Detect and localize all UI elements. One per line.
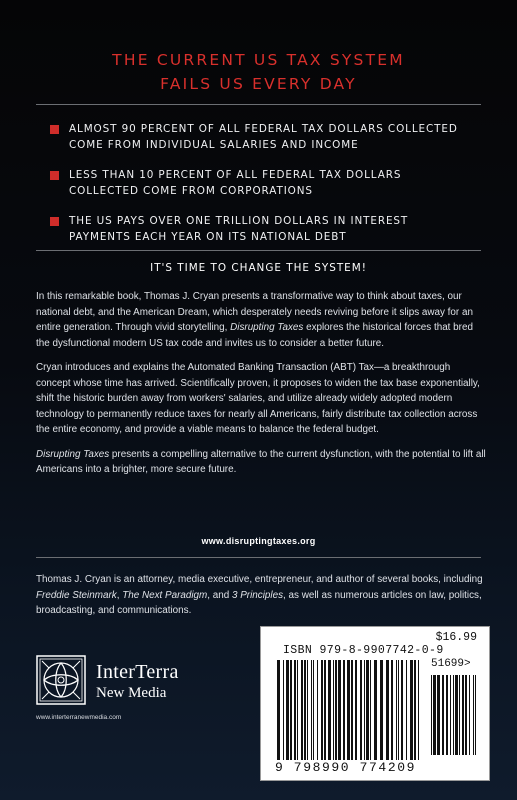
author-bio: Thomas J. Cryan is an attorney, media executive, entrepreneur, and author of several books, including Freddie Steinmark, The Next Paradigm, and 3 Principles, as well as numerous articles on law, politics, broadcasting, and communications. — [36, 574, 483, 616]
red-square-bullet-icon — [50, 125, 59, 134]
barcode-bar — [450, 675, 451, 755]
book-title: Freddie Steinmark — [36, 589, 117, 601]
bullet-text-line: COLLECTED COME FROM CORPORATIONS — [69, 185, 313, 197]
barcode-bar — [301, 660, 303, 760]
price-label: $16.99 — [435, 631, 477, 644]
description — [36, 289, 486, 487]
publisher-url[interactable]: www.interterranewmedia.com — [36, 714, 122, 721]
publisher-name — [96, 662, 179, 704]
barcode-bar — [328, 660, 331, 760]
supplement-digits: 51699> — [431, 658, 471, 670]
barcode-bar — [465, 675, 467, 755]
barcode-bar — [401, 660, 403, 760]
red-square-bullet-icon — [50, 217, 59, 226]
barcode-bar — [398, 660, 399, 760]
barcode-bar — [459, 675, 460, 755]
paragraph-1: In this remarkable book, Thomas J. Cryan presents a transformative way to think about taxes, our national debt, and the American Dream, which desperately needs reviving before it slips away for an entire generation. Through vivid storytelling, Disrupting Taxes explores the historical forces that bred the dysfunctional modern US tax code and invites us to consider a better future. — [36, 291, 473, 349]
book-title: The Next Paradigm — [122, 589, 208, 601]
book-title: Disrupting Taxes — [36, 448, 110, 460]
book-title: Disrupting Taxes — [230, 322, 304, 333]
red-square-bullet-icon — [50, 171, 59, 180]
barcode-bar — [277, 660, 280, 760]
barcode-bar — [446, 675, 448, 755]
barcode-bar — [355, 660, 357, 760]
barcode-bar — [418, 660, 419, 760]
barcode-bar — [442, 675, 444, 755]
bullet-text-line: COME FROM INDIVIDUAL SALARIES AND INCOME — [69, 139, 359, 151]
paragraph-2: Cryan introduces and explains the Automated Banking Transaction (ABT) Tax—a breakthrough concept whose time has arrived. Scientifically proven, it proposes to widen the tax base exponentially, shift the historic burden away from workers' salaries, and utilize already widely adopted modern technology to permanently reduce taxes for nearly all Americans, fairly distribute tax collection across the entire economy, and provide a viable means to balance the federal budget. — [36, 362, 480, 435]
barcode-bar — [333, 660, 334, 760]
barcode-bar — [338, 660, 341, 760]
barcode-bar — [386, 660, 389, 760]
barcode-bar — [324, 660, 326, 760]
website-link[interactable]: www.disruptingtaxes.org — [201, 536, 316, 546]
barcode-bar — [297, 660, 298, 760]
barcode-bar — [473, 675, 474, 755]
barcode-bar — [396, 660, 397, 760]
barcode-bar — [317, 660, 318, 760]
bullet-item — [50, 121, 490, 153]
barcode-bar — [366, 660, 369, 760]
headline-line-2: FAILS US EVERY DAY — [160, 75, 357, 93]
headline-line-1: THE CURRENT US TAX SYSTEM — [112, 51, 405, 69]
barcode-bar — [462, 675, 464, 755]
barcode-bar — [380, 660, 383, 760]
bullet-text-line: ALMOST 90 PERCENT OF ALL FEDERAL TAX DOLLARS COLLECTED — [69, 123, 458, 135]
barcode-bar — [437, 675, 440, 755]
publisher-name-line-1: InterTerra — [96, 661, 179, 683]
barcode-bar — [313, 660, 314, 760]
bullet-text-line: LESS THAN 10 PERCENT OF ALL FEDERAL TAX DOLLARS — [69, 169, 402, 181]
barcode-bar — [410, 660, 413, 760]
barcode-bar — [374, 660, 377, 760]
bullet-list — [50, 121, 490, 259]
barcode-bar — [391, 660, 393, 760]
price-supplement-barcode — [429, 675, 479, 755]
barcode-bar — [370, 660, 371, 760]
barcode-bar — [360, 660, 362, 760]
barcode-bar — [311, 660, 312, 760]
bullet-item — [50, 213, 490, 245]
barcode-bar — [343, 660, 345, 760]
divider-top — [36, 104, 481, 105]
barcode-bar — [475, 675, 476, 755]
barcode-bar — [304, 660, 306, 760]
divider-bottom — [36, 557, 481, 558]
barcode-bar — [433, 675, 436, 755]
paragraph-3: Disrupting Taxes presents a compelling alternative to the current dysfunction, with the potential to lift all Americans into a brighter, more secure future. — [36, 448, 486, 475]
isbn-label: ISBN 979-8-9907742-0-9 — [283, 644, 444, 657]
bullet-text-line: THE US PAYS OVER ONE TRILLION DOLLARS IN INTEREST — [69, 215, 409, 227]
barcode-bar — [406, 660, 407, 760]
barcode-bar — [290, 660, 292, 760]
barcode-bar — [469, 675, 470, 755]
barcode-bar — [294, 660, 296, 760]
barcode-bar — [307, 660, 308, 760]
barcode-bar — [453, 675, 454, 755]
isbn-barcode-panel — [260, 626, 490, 781]
bullet-item — [50, 167, 490, 199]
barcode-bar — [283, 660, 284, 760]
barcode-bar — [321, 660, 323, 760]
barcode-bar — [455, 675, 458, 755]
barcode-bar — [431, 675, 432, 755]
ean-digits: 9 798990 774209 — [275, 760, 417, 775]
headline — [0, 48, 517, 96]
publisher-logo-icon — [36, 655, 86, 705]
barcode-bar — [351, 660, 353, 760]
divider-middle — [36, 250, 481, 251]
publisher-name-line-2: New Media — [96, 685, 167, 701]
barcode-bar — [347, 660, 350, 760]
barcode-bar — [414, 660, 416, 760]
barcode-bar — [286, 660, 289, 760]
barcode-bar — [335, 660, 337, 760]
bullet-text-line: PAYMENTS EACH YEAR ON ITS NATIONAL DEBT — [69, 231, 347, 243]
call-to-action: IT'S TIME TO CHANGE THE SYSTEM! — [150, 262, 367, 274]
barcode-bar — [364, 660, 365, 760]
ean-barcode — [275, 660, 425, 760]
book-title: 3 Principles — [231, 589, 284, 601]
